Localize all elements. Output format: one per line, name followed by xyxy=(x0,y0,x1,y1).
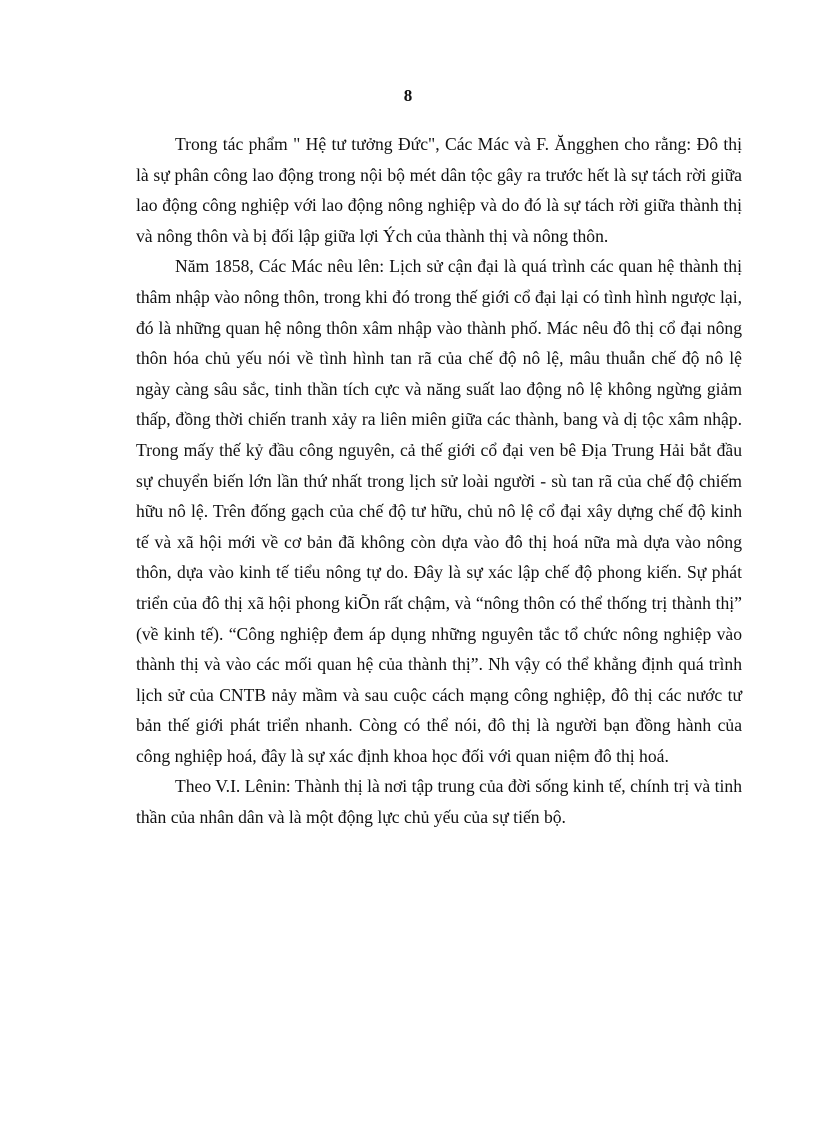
document-body xyxy=(136,129,742,833)
page-number: 8 xyxy=(403,86,413,105)
paragraph-lenin: Theo V.I. Lênin: Thành thị là nơi tập trung của đời sống kinh tế, chính trị và tinh thần của nhân dân và là một động lực chủ yếu của sự tiến bộ. xyxy=(136,776,742,828)
paragraph-german-ideology: Trong tác phẩm " Hệ tư tưởng Đức", Các Mác và F. Ăngghen cho rằng: Đô thị là sự phân công lao động trong nội bộ mét dân tộc gây ra trước hết là sự tách rời giữa lao động công nghiệp với lao động nông nghiệp và do đó là sự tách rời giữa thành thị và nông thôn và bị đối lập giữa lợi Ých của thành thị và nông thôn. xyxy=(136,134,742,246)
paragraph-marx-1858: Năm 1858, Các Mác nêu lên: Lịch sử cận đại là quá trình các quan hệ thành thị thâm nhập vào nông thôn, trong khi đó trong thế giới cổ đại lại có tình hình ngược lại, đó là những quan hệ nông thôn xâm nhập vào thành phố. Mác nêu đô thị cổ đại nông thôn hóa chủ yếu nói về tình hình tan rã của chế độ nô lệ, mâu thuẫn chế độ nô lệ ngày càng sâu sắc, tinh thần tích cực và năng suất lao động nô lệ không ngừng giảm thấp, đồng thời chiến tranh xảy ra liên miên giữa các thành, bang và dị tộc xâm nhập. Trong mấy thế kỷ đầu công nguyên, cả thế giới cổ đại ven bê Địa Trung Hải bắt đầu sự chuyển biến lớn lần thứ nhất trong lịch sử loài người - sù tan rã của chế độ chiếm hữu nô lệ. Trên đống gạch của chế độ tư hữu, chủ nô lệ cổ đại xây dựng chế độ kinh tế và xã hội mới về cơ bản đã không còn dựa vào đô thị hoá nữa mà dựa vào nông thôn, dựa vào kinh tế tiểu nông tự do. Đây là sự xác lập chế độ phong kiến. Sự phát triển của đô thị xã hội phong kiÕn rất chậm, và “nông thôn có thể thống trị thành thị” (về kinh tế). “Công nghiệp đem áp dụng những nguyên tắc tổ chức nông nghiệp vào thành thị và vào các mối quan hệ của thành thị”. Nh vậy có thể khẳng định quá trình lịch sử của CNTB nảy mầm và sau cuộc cách mạng công nghiệp, đô thị các nước tư bản thế giới phát triển nhanh. Còng có thể nói, đô thị là người bạn đồng hành của công nghiệp hoá, đây là sự xác định khoa học đối với quan niệm đô thị hoá. xyxy=(136,256,742,766)
